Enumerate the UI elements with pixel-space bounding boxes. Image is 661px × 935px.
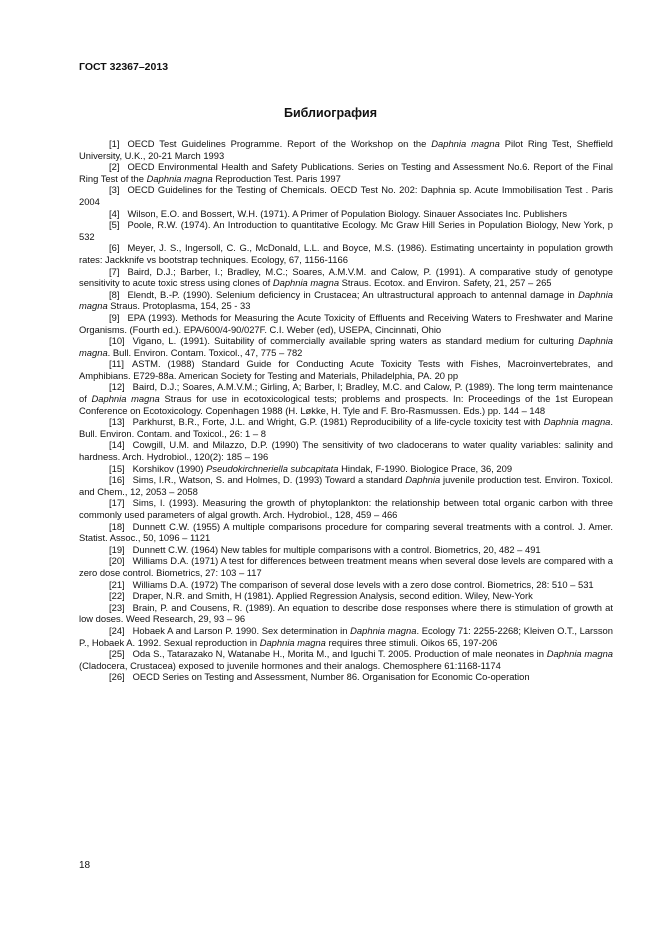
reference-number: [11] bbox=[109, 358, 124, 370]
reference-entry bbox=[79, 416, 613, 439]
reference-text: juvenile production test. Environ. Toxicol. and Chem., 12, 2053 – 2058 bbox=[79, 474, 613, 497]
reference-number: [26] bbox=[109, 671, 125, 683]
reference-text: OECD Test Guidelines Programme. Report of the Workshop on the bbox=[127, 138, 432, 149]
reference-entry bbox=[79, 648, 613, 671]
reference-text: Cowgill, U.M. and Milazzo, D.P. (1990) The sensitivity of two cladocerans to water quality variables: salinity and hardness. Arch. Hydrobiol., 120(2): 185 – 196 bbox=[79, 439, 613, 463]
reference-text: Parkhurst, B.R., Forte, J.L. and Wright, G.P. (1981) Reproducibility of a life-cycle toxicity test with bbox=[132, 416, 544, 428]
reference-text: Meyer, J. S., Ingersoll, C. G., McDonald, L.L. and Boyce, M.S. (1986). Estimating uncertainty in population growth rates: Jackknife vs bootstrap techniques. Ecology, 67, 1156-1166 bbox=[79, 242, 613, 265]
reference-number: [18] bbox=[109, 520, 125, 532]
reference-number: [9] bbox=[109, 311, 120, 323]
reference-number: [3] bbox=[109, 184, 120, 196]
reference-number: [20] bbox=[109, 555, 125, 567]
reference-text: Williams D.A. (1972) The comparison of several dose levels with a zero dose control. Biometrics, 28: 510 – 531 bbox=[132, 578, 594, 590]
reference-text: . Bull. Environ. Contam. Toxicol., 47, 775 – 782 bbox=[107, 346, 303, 358]
reference-text: Dunnett C.W. (1955) A multiple comparisons procedure for comparing several treatments with a control. J. Amer. Statist. Assoc., 50, 1096 – 1121 bbox=[79, 520, 613, 544]
reference-number: [25] bbox=[109, 648, 125, 660]
reference-text: Hobaek A and Larson P. 1990. Sex determination in bbox=[132, 624, 351, 636]
species-name: Daphnia magna bbox=[146, 172, 213, 184]
species-name: Daphnia magna bbox=[79, 288, 613, 312]
reference-text: Baird, D.J.; Barber, I.; Bradley, M.C.; Soares, A.M.V.M. and Calow, P. (1991). A comparative study of genotype sensitivity to acute toxic stress using clones of bbox=[79, 265, 613, 289]
species-name: Daphnia magna bbox=[91, 393, 160, 405]
reference-text: Reproduction Test. Paris 1997 bbox=[212, 172, 341, 184]
reference-text: Straus. Ecotox. and Environ. Safety, 21, 257 – 265 bbox=[339, 277, 552, 289]
reference-entry bbox=[79, 555, 613, 578]
reference-entry bbox=[79, 497, 613, 520]
reference-entry bbox=[79, 590, 613, 602]
species-name: Pseudokirchneriella subcapitata bbox=[206, 462, 339, 474]
species-name: Daphnia magna bbox=[79, 335, 613, 358]
species-name: Daphnia magna bbox=[272, 277, 340, 289]
reference-entry bbox=[79, 474, 613, 497]
reference-entry bbox=[79, 208, 613, 220]
reference-number: [4] bbox=[109, 207, 120, 219]
reference-text: Baird, D.J.; Soares, A.M.V.M.; Girling, A; Barber, I; Bradley, M.C. and Calow, P. (1989). The long term maintenance of bbox=[79, 381, 613, 405]
reference-number: [1] bbox=[109, 138, 120, 149]
species-name: Daphnia magna bbox=[259, 636, 326, 648]
reference-text: ASTM. (1988) Standard Guide for Conducting Acute Toxicity Tests with Fishes, Macroinvertebrates, and Amphibians. E729-88a. American Society for Testing and Materials, Philadelphia, PA. 20 pp bbox=[79, 358, 613, 381]
reference-entry bbox=[79, 602, 613, 625]
reference-number: [13] bbox=[109, 416, 125, 428]
reference-number: [14] bbox=[109, 439, 125, 451]
reference-entry bbox=[79, 335, 613, 358]
reference-entry bbox=[79, 266, 613, 289]
reference-entry bbox=[79, 161, 613, 184]
reference-text: Sims, I. (1993). Measuring the growth of phytoplankton: the relationship between total organic carbon with three commonly used parameters of algal growth. Arch. Hydrobiol., 128, 459 – 466 bbox=[79, 497, 613, 520]
species-name: Daphnia magna bbox=[543, 416, 611, 428]
document-code: ГОСТ 32367–2013 bbox=[79, 61, 169, 73]
reference-number: [21] bbox=[109, 578, 125, 590]
reference-text: Korshikov (1990) bbox=[132, 462, 207, 474]
reference-text: OECD Environmental Health and Safety Publications. Series on Testing and Assessment No.6. Report of the Final Ring Test of the bbox=[79, 161, 613, 184]
reference-text: Elendt, B.-P. (1990). Selenium deficiency in Crustacea; An ultrastructural approach to antennal damage in bbox=[127, 288, 579, 300]
reference-number: [12] bbox=[109, 381, 125, 393]
reference-entry bbox=[79, 289, 613, 312]
page-title: Библиография bbox=[283, 106, 378, 120]
reference-number: [2] bbox=[109, 161, 120, 173]
reference-entry bbox=[79, 671, 613, 683]
reference-text: OECD Series on Testing and Assessment, Number 86. Organisation for Economic Co-operation bbox=[132, 671, 530, 683]
reference-text: Straus. Protoplasma, 154, 25 - 33 bbox=[107, 300, 251, 312]
reference-number: [6] bbox=[109, 242, 120, 254]
reference-entry bbox=[79, 463, 613, 475]
page-number: 18 bbox=[79, 860, 91, 871]
reference-number: [8] bbox=[109, 288, 120, 300]
reference-text: Williams D.A. (1971) A test for differences between treatment means when several dose levels are compared with a zero dose control. Biometrics, 27: 103 – 117 bbox=[79, 555, 613, 578]
reference-entry bbox=[79, 381, 613, 416]
reference-text: Vigano, L. (1991). Suitability of commercially available spring waters as standard medium for culturing bbox=[132, 335, 579, 347]
reference-number: [24] bbox=[109, 624, 125, 636]
reference-number: [15] bbox=[109, 462, 125, 474]
species-name: Daphnia bbox=[405, 474, 441, 486]
species-name: Daphnia magna bbox=[546, 648, 613, 660]
reference-text: Draper, N.R. and Smith, H (1981). Applied Regression Analysis, second edition. Wiley, New-York bbox=[132, 590, 533, 602]
species-name: Daphnia magna bbox=[431, 138, 500, 149]
reference-number: [10] bbox=[109, 335, 125, 347]
reference-entry bbox=[79, 358, 613, 381]
reference-number: [23] bbox=[109, 601, 125, 613]
reference-text: . Bull. Environ. Contam. and Toxicol., 26: 1 – 8 bbox=[79, 416, 613, 439]
reference-text: Oda S., Tatarazako N, Watanabe H., Morita M., and Iguchi T. 2005. Production of male neonates in bbox=[132, 648, 547, 660]
reference-number: [17] bbox=[109, 497, 125, 509]
reference-text: Poole, R.W. (1974). An Introduction to quantitative Ecology. Mc Graw Hill Series in Population Biology, New York, p 532 bbox=[79, 219, 613, 242]
reference-text: Hindak, F-1990. Biologice Prace, 36, 209 bbox=[338, 462, 513, 474]
reference-text: EPA (1993). Methods for Measuring the Acute Toxicity of Effluents and Receiving Waters to Freshwater and Marine Organisms. (Fourth ed.). EPA/600/4-90/027F. C.I. Weber (ed), USEPA, Cincinnati, Ohio bbox=[79, 311, 613, 335]
reference-entry bbox=[79, 138, 613, 161]
reference-number: [19] bbox=[109, 543, 125, 555]
reference-text: Wilson, E.O. and Bossert, W.H. (1971). A Primer of Population Biology. Sinauer Associates Inc. Publishers bbox=[127, 207, 568, 219]
reference-text: Dunnett C.W. (1964) New tables for multiple comparisons with a control. Biometrics, 20, 482 – 491 bbox=[132, 543, 541, 555]
reference-text: . Ecology 71: 2255-2268; Kleiven O.T., Larsson P., Hobaek A. 1992. Sexual reproduction in bbox=[79, 624, 613, 648]
reference-entry bbox=[79, 579, 613, 591]
reference-entry bbox=[79, 521, 613, 544]
reference-entry bbox=[79, 312, 613, 335]
reference-text: OECD Guidelines for the Testing of Chemicals. OECD Test No. 202: Daphnia sp. Acute Immobilisation Test . Paris 2004 bbox=[79, 184, 613, 207]
reference-entry bbox=[79, 544, 613, 556]
reference-number: [22] bbox=[109, 590, 125, 602]
reference-number: [16] bbox=[109, 474, 125, 486]
reference-text: Pilot Ring Test, Sheffield University, U.K., 20-21 March 1993 bbox=[79, 138, 613, 161]
species-name: Daphnia magna bbox=[350, 624, 417, 636]
reference-entry bbox=[79, 219, 613, 242]
reference-entry bbox=[79, 242, 613, 265]
reference-number: [5] bbox=[109, 219, 120, 231]
reference-text: Straus for use in ecotoxicological tests; problems and prospects. In: Proceedings of the 1st European Conference on Ecotoxicology. Copenhagen 1988 (H. Løkke, H. Tyle and F. Bro-Rasmussen. Eds.) pp. 144 – 148 bbox=[79, 393, 613, 416]
reference-text: requires three stimuli. Oikos 65, 197-206 bbox=[325, 636, 498, 648]
reference-text: Brain, P. and Cousens, R. (1989). An equation to describe dose responses where there is stimulation of growth at low doses. Weed Research, 29, 93 – 96 bbox=[79, 601, 613, 625]
reference-text: Sims, I.R., Watson, S. and Holmes, D. (1993) Toward a standard bbox=[132, 474, 406, 486]
reference-entry bbox=[79, 625, 613, 648]
reference-entry bbox=[79, 184, 613, 207]
reference-number: [7] bbox=[109, 265, 120, 277]
reference-entry bbox=[79, 439, 613, 462]
bibliography-list bbox=[79, 138, 613, 683]
reference-text: (Cladocera, Crustacea) exposed to juvenile hormones and their analogs. Chemosphere 61:1168-1174 bbox=[79, 659, 501, 671]
